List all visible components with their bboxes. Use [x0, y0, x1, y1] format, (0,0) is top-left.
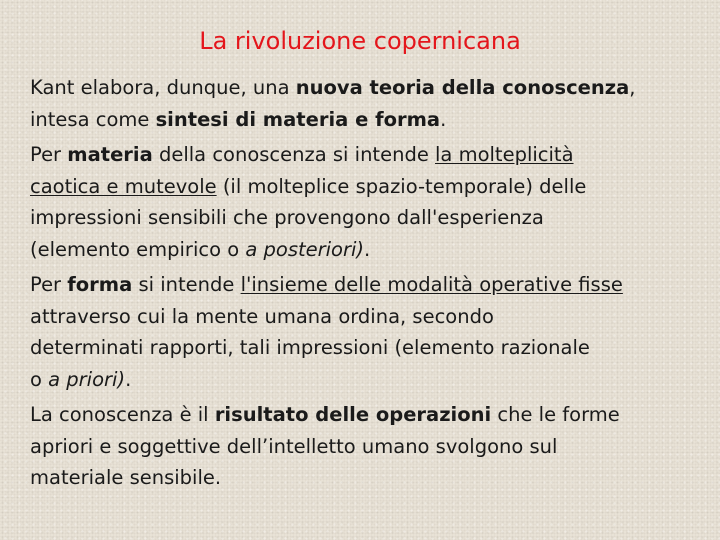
underlined-text: l'insieme delle modalità operative fisse — [240, 273, 623, 296]
text: si intende — [132, 273, 241, 296]
text: intesa come — [30, 107, 156, 131]
text: che le forme — [491, 403, 620, 426]
bold-text: forma — [67, 273, 133, 296]
slide-title: La rivoluzione copernicana — [199, 27, 521, 55]
line — [30, 139, 700, 171]
line — [30, 399, 700, 431]
line — [30, 462, 700, 494]
bold-text: risultato delle operazioni — [214, 403, 492, 426]
text: . — [364, 237, 371, 261]
text: Kant elabora, dunque, una — [30, 76, 296, 99]
line — [30, 431, 700, 463]
text: . — [125, 367, 132, 391]
italic-text: a priori) — [48, 367, 126, 391]
text: Per — [30, 143, 68, 166]
text: La conoscenza è il — [30, 403, 215, 426]
text: o — [30, 367, 49, 391]
text: attraverso cui la mente umana ordina, secondo — [30, 304, 494, 328]
underlined-text: caotica e mutevole — [30, 174, 217, 198]
paragraph-conoscenza — [30, 399, 700, 494]
line — [30, 301, 700, 333]
paragraph-kant-theory — [30, 72, 700, 135]
bold-text: materia — [67, 143, 153, 166]
text: materiale sensibile. — [30, 466, 222, 489]
line — [30, 364, 700, 396]
line — [30, 202, 700, 234]
text: della conoscenza si intende — [152, 143, 436, 166]
text: (il molteplice spazio-temporale) delle — [216, 174, 587, 198]
slide-body — [30, 72, 700, 498]
line — [30, 234, 700, 266]
line — [30, 332, 700, 364]
text: determinati rapporti, tali impressioni (elemento razionale — [30, 336, 590, 359]
line — [30, 171, 700, 203]
text: , — [629, 76, 636, 99]
text: (elemento empirico o — [30, 237, 246, 261]
line — [30, 104, 700, 136]
paragraph-forma — [30, 269, 700, 395]
text: Per — [30, 273, 68, 296]
italic-text: a posteriori) — [245, 237, 365, 261]
line — [30, 269, 700, 301]
text: . — [440, 107, 447, 131]
text: impressioni sensibili che provengono dall'esperienza — [30, 206, 544, 229]
bold-text: sintesi di materia e forma — [155, 107, 441, 131]
underlined-text: la molteplicità — [435, 143, 574, 166]
text: apriori e soggettive dell’intelletto umano svolgono sul — [30, 434, 558, 458]
paragraph-materia — [30, 139, 700, 265]
bold-text: nuova teoria della conoscenza — [295, 76, 630, 99]
line — [30, 72, 700, 104]
